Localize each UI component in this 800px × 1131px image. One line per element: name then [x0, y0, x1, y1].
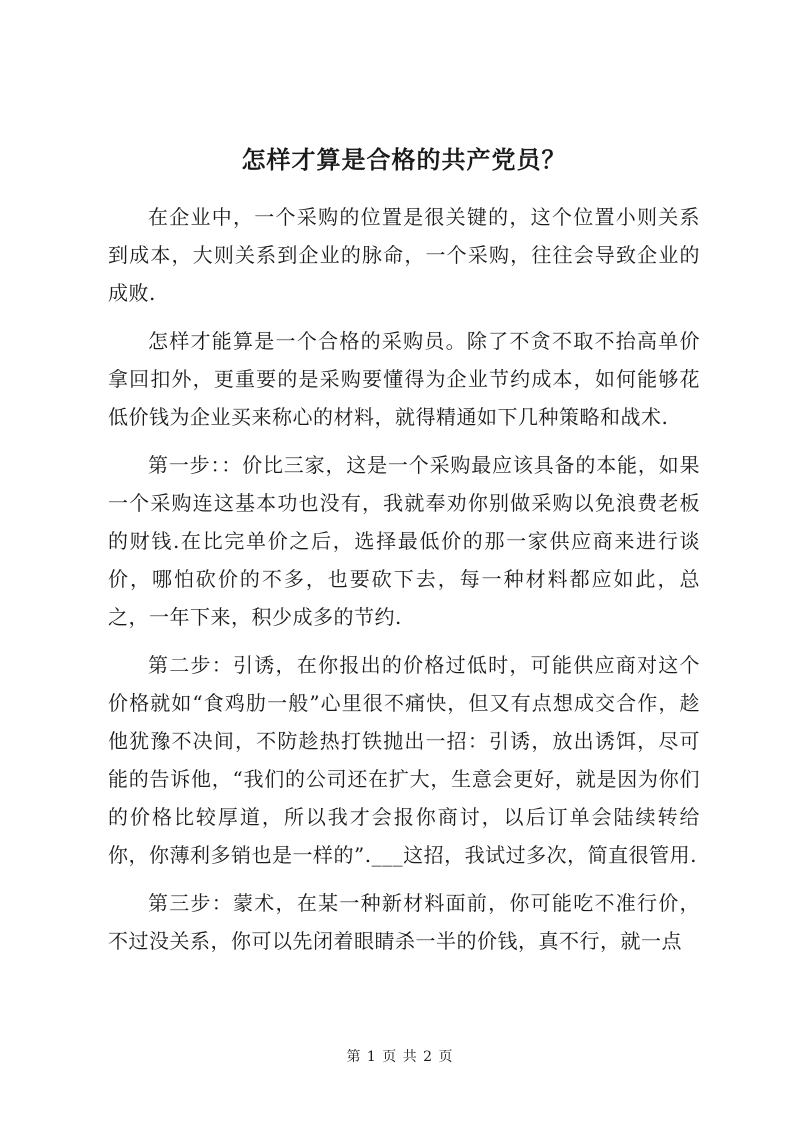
document-body: [108, 140, 700, 970]
document-title: 怎样才算是合格的共产党员？: [241, 145, 567, 174]
page-number-footer: 第 1 页 共 2 页: [346, 1049, 454, 1065]
paragraph: 在企业中，一个采购的位置是很关键的，这个位置小则关系到成本，大则关系到企业的脉命，一个采购，往往会导致企业的成败.: [108, 205, 700, 305]
paragraph: 第二步：引诱，在你报出的价格过低时，可能供应商对这个价格就如“食鸡肋一般”心里很不痛快，但又有点想成交合作，趁他犹豫不决间，不防趁热打铁抛出一招：引诱，放出诱饵，尽可能的告诉他，“我们的公司还在扩大，生意会更好，就是因为你们的价格比较厚道，所以我才会报你商讨，以后订单会陆续转给你，你薄利多销也是一样的”.___这招，我试过多次，简直很管用.: [108, 653, 700, 867]
paragraph: 怎样才能算是一个合格的采购员。除了不贪不取不抬高单价拿回扣外，更重要的是采购要懂得为企业节约成本，如何能够花低价钱为企业买来称心的材料，就得精通如下几种策略和战术.: [108, 329, 700, 429]
paragraph: 第一步：：价比三家，这是一个采购最应该具备的本能，如果一个采购连这基本功也没有，我就奉劝你别做采购以免浪费老板的财钱.在比完单价之后，选择最低价的那一家供应商来进行谈价，哪怕砍价的不多，也要砍下去，每一种材料都应如此，总之，一年下来，积少成多的节约.: [108, 453, 700, 629]
paragraph: 第三步：蒙术，在某一种新材料面前，你可能吃不准行价，不过没关系，你可以先闭着眼睛杀一半的价钱，真不行，就一点: [108, 891, 700, 953]
